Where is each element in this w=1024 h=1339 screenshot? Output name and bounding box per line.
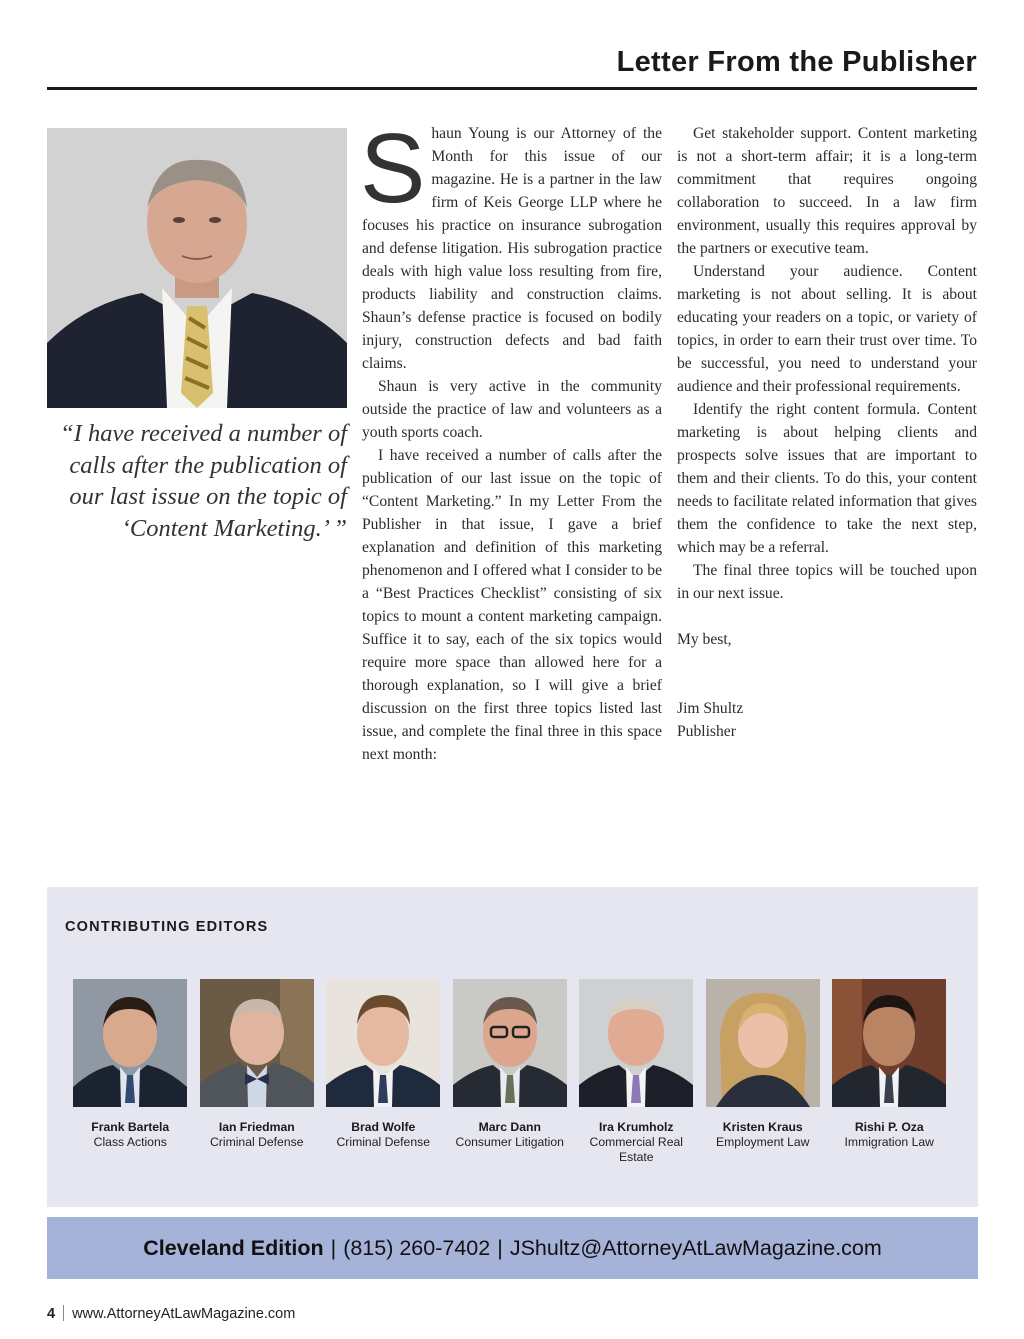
- editor-name: Brad Wolfe: [351, 1120, 416, 1134]
- editor-photo: [73, 979, 187, 1107]
- article-paragraph: Get stakeholder support. Content marketing is not a short-term affair; it is a long-term commitment that requires ongoing collaboration to succeed. In a law firm environment, usually this requires approval by the partners or executive team.: [677, 125, 977, 257]
- editor-role: Class Actions: [93, 1135, 167, 1149]
- article-paragraph: Identify the right content formula. Content marketing is about helping clients and prospects solve issues that are important to them and their clients. To do this, your content needs to facilitate related information that gives them the confidence to take the next step, which may be a referral.: [677, 401, 977, 556]
- editor-photo: [579, 979, 693, 1107]
- contact-separator: |: [497, 1235, 503, 1260]
- editor-role: Criminal Defense: [336, 1135, 430, 1149]
- editor-name: Ira Krumholz: [599, 1120, 674, 1134]
- article-paragraph: The final three topics will be touched upon in our next issue.: [677, 562, 977, 602]
- pull-quote: “I have received a number of calls after the publication of our last issue on the topic of ‘Content Marketing.’ ”: [60, 420, 347, 542]
- editor-card: [67, 979, 194, 1165]
- editor-name: Frank Bartela: [91, 1120, 170, 1134]
- drop-cap: S: [360, 113, 426, 223]
- footer-url[interactable]: www.AttorneyAtLawMagazine.com: [72, 1306, 296, 1322]
- article-paragraph: Shaun is very active in the community outside the practice of law and volunteers as a youth sports coach.: [362, 378, 662, 441]
- page-number: 4: [47, 1306, 56, 1322]
- editor-role: Immigration Law: [844, 1135, 934, 1149]
- article-paragraph: [360, 113, 662, 375]
- edition-label: Cleveland Edition: [143, 1235, 324, 1260]
- editor-name: Kristen Kraus: [722, 1120, 803, 1134]
- article-column-2: [677, 122, 977, 743]
- editor-photo: [326, 979, 440, 1107]
- contact-phone[interactable]: (815) 260-7402: [343, 1235, 491, 1260]
- editor-card: [826, 979, 953, 1165]
- editor-card: [700, 979, 827, 1165]
- editor-role: Employment Law: [716, 1135, 810, 1149]
- signature-name: Jim Shultz: [677, 700, 744, 717]
- editor-role: Consumer Litigation: [455, 1135, 564, 1149]
- editor-photo: [706, 979, 820, 1107]
- editor-photo: [832, 979, 946, 1107]
- editors-heading: CONTRIBUTING EDITORS: [65, 919, 269, 935]
- editor-card: [320, 979, 447, 1165]
- editors-list: [67, 979, 979, 1165]
- publisher-portrait-photo: [47, 128, 347, 408]
- article-text: haun Young is our Attorney of the Month for this issue of our magazine. He is a partner in the law firm of Keis George LLP where he focuses his practice on insurance subrogation and defense litigation. His subrogation practice deals with high value loss resulting from fire, products liability and construction claims. Shaun’s defense practice is focused on bodily injury, construction defects and bad faith claims.: [362, 125, 662, 372]
- header-divider: [47, 87, 977, 90]
- article-paragraph: Understand your audience. Content marketing is not about selling. It is about educating your readers on a topic, or variety of topics, in order to earn their trust over time. To be successful, you need to understand your audience and their professional requirements.: [677, 263, 977, 395]
- signature-title: Publisher: [677, 723, 736, 740]
- page-title: Letter From the Publisher: [616, 46, 977, 78]
- editor-card: [194, 979, 321, 1165]
- contact-bar: [47, 1217, 978, 1279]
- contact-email[interactable]: JShultz@AttorneyAtLawMagazine.com: [509, 1235, 882, 1260]
- editor-card: [447, 979, 574, 1165]
- editor-name: Rishi P. Oza: [854, 1120, 924, 1134]
- editor-photo: [453, 979, 567, 1107]
- contributing-editors-panel: [47, 887, 978, 1207]
- editor-name: Marc Dann: [478, 1120, 541, 1134]
- page-footer: [47, 1305, 295, 1322]
- editor-card: [573, 979, 700, 1165]
- editor-name: Ian Friedman: [218, 1120, 295, 1134]
- article-column-1: [360, 113, 662, 766]
- article-paragraph: I have received a number of calls after the publication of our last issue on the topic of “Content Marketing.” In my Letter From the Publisher in that issue, I gave a brief explanation and definition of this marketing phenomenon and I offered what I consider to be a “Best Practices Checklist” consisting of six topics to mount a content marketing campaign. Suffice it to say, each of the six topics would require more space than allowed here for a thorough explanation, so I will give a brief discussion on the first three topics listed last issue, and complete the final three in this space next month:: [362, 447, 662, 763]
- editor-role: Criminal Defense: [210, 1135, 304, 1149]
- contact-separator: |: [330, 1235, 337, 1260]
- editor-photo: [200, 979, 314, 1107]
- footer-divider: [63, 1305, 64, 1321]
- closing: My best,: [677, 631, 732, 648]
- editor-role: Commercial Real Estate: [589, 1135, 683, 1164]
